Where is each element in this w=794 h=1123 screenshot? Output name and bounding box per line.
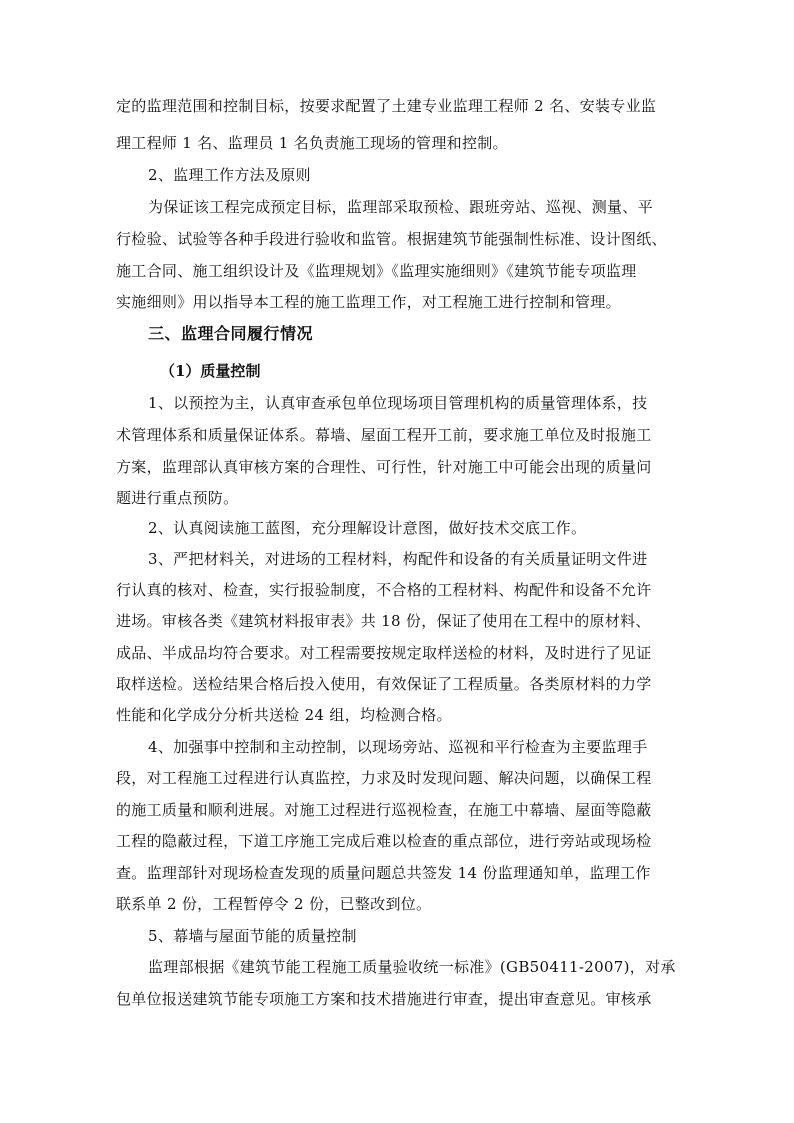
item4-line-2: 段，对工程施工过程进行认真监控，力求及时发现问题、解决问题，以确保工程 [116, 769, 652, 787]
item3-line-3: 进场。审核各类《建筑材料报审表》共 18 份，保证了使用在工程中的原材料、 [116, 612, 651, 630]
item2-line-1: 2、认真阅读施工蓝图，充分理解设计意图，做好技术交底工作。 [148, 519, 587, 537]
method-line-2: 行检验、试验等各种手段进行验收和监管。根据建筑节能强制性标准、设计图纸、 [116, 230, 667, 248]
intro-line-1: 定的监理范围和控制目标，按要求配置了土建专业监理工程师 2 名、安装专业监 [116, 97, 657, 115]
item3-line-2: 行认真的核对、检查，实行报验制度，不合格的工程材料、构配件和设备不允许 [116, 581, 652, 599]
item4-line-4: 工程的隐蔽过程，下道工序施工完成后难以检查的重点部位，进行旁站或现场检 [116, 832, 652, 850]
item3-line-4: 成品、半成品均符合要求。对工程需要按规定取样送检的材料，及时进行了见证 [116, 644, 652, 662]
item5-line-2: 包单位报送建筑节能专项施工方案和技术措施进行审查，提出审查意见。审核承 [116, 990, 652, 1008]
item3-line-5: 取样送检。送检结果合格后投入使用，有效保证了工程质量。各类原材料的力学 [116, 675, 652, 693]
item4-line-6: 联系单 2 份，工程暂停令 2 份，已整改到位。 [116, 895, 432, 913]
method-line-1: 为保证该工程完成预定目标，监理部采取预检、跟班旁站、巡视、测量、平 [148, 198, 653, 216]
item3-line-6: 性能和化学成分分析共送检 24 组，均检测合格。 [116, 706, 452, 724]
section-three-heading: 三、监理合同履行情况 [148, 324, 314, 343]
method-line-4: 实施细则》用以指导本工程的施工监理工作，对工程施工进行控制和管理。 [116, 293, 621, 311]
method-heading: 2、监理工作方法及原则 [148, 166, 311, 184]
item1-line-4: 题进行重点预防。 [116, 489, 239, 507]
item1-line-3: 方案，监理部认真审核方案的合理性、可行性，针对施工中可能会出现的质量问 [116, 458, 652, 476]
item4-line-1: 4、加强事中控制和主动控制，以现场旁站、巡视和平行检查为主要监理手 [148, 738, 648, 756]
intro-line-2: 理工程师 1 名、监理员 1 名负责施工现场的管理和控制。 [116, 134, 508, 152]
item5-heading: 5、幕墙与屋面节能的质量控制 [148, 927, 357, 945]
item5-line-1: 监理部根据《建筑节能工程施工质量验收统一标准》(GB50411-2007)，对承 [148, 958, 676, 976]
item3-line-1: 3、严把材料关，对进场的工程材料，构配件和设备的有关质量证明文件进 [148, 550, 648, 568]
item4-line-5: 查。监理部针对现场检查发现的质量问题总共签发 14 份监理通知单，监理工作 [116, 864, 651, 882]
quality-control-subheading: （1）质量控制 [160, 362, 261, 380]
item1-line-1: 1、以预控为主，认真审查承包单位现场项目管理机构的质量管理体系，技 [148, 394, 648, 412]
item4-line-3: 的施工质量和顺利进展。对施工过程进行巡视检查，在施工中幕墙、屋面等隐蔽 [116, 801, 652, 819]
method-line-3: 施工合同、施工组织设计及《监理规划》《监理实施细则》《建筑节能专项监理 [116, 262, 637, 280]
item1-line-2: 术管理体系和质量保证体系。幕墙、屋面工程开工前，要求施工单位及时报施工 [116, 426, 652, 444]
